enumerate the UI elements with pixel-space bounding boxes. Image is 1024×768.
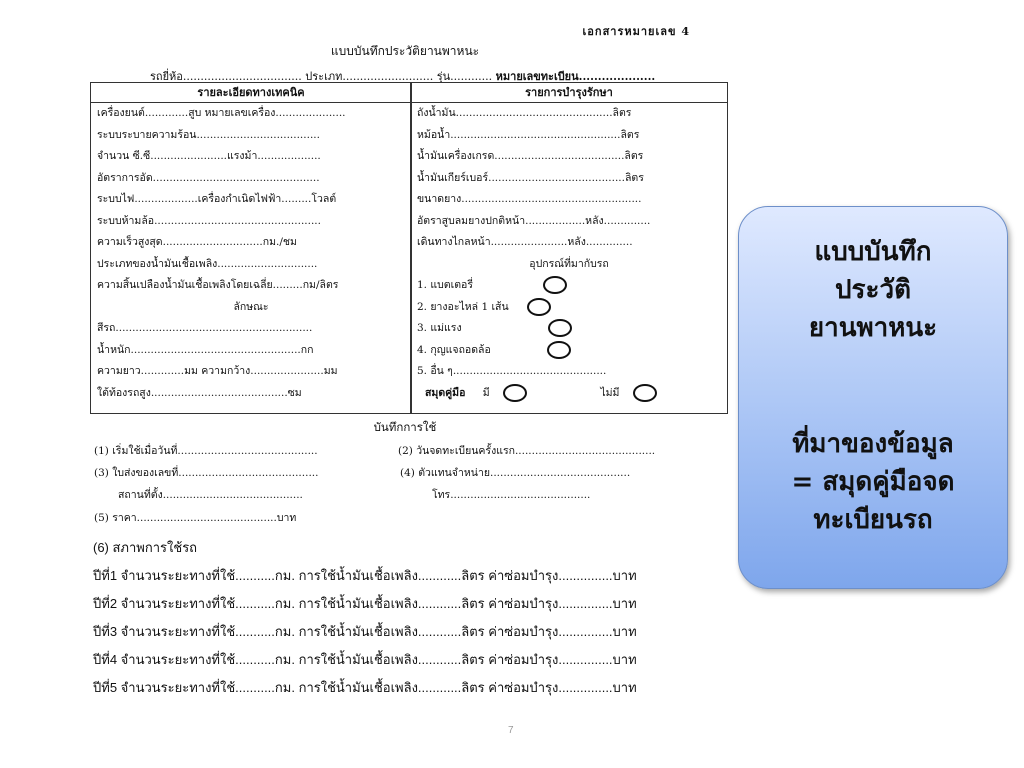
maintenance-row: ถังน้ำมัน...............................................ลิตร xyxy=(417,107,632,119)
tech-row: ความยาว.............มม ความกว้าง......................มม xyxy=(97,365,338,377)
equipment-item xyxy=(411,318,727,340)
record-item: (5) ราคา..........................................บาท xyxy=(94,512,297,524)
tech-row: ใต้ท้องรถสูง.........................................ซม xyxy=(97,386,302,399)
vehicle-type: ประเภท.......................... xyxy=(305,70,434,83)
record-item: (3) ใบส่งของเลขที่.......................................... xyxy=(94,467,319,479)
equipment-item xyxy=(411,340,727,362)
tech-row: ความเร็วสูงสุด..............................กม./ชม xyxy=(97,236,297,248)
callout-box xyxy=(738,206,1008,589)
record-item: โทร.......................................... xyxy=(432,489,591,501)
vehicle-model: รุ่น............ xyxy=(436,70,493,83)
callout-title-block xyxy=(739,233,1007,347)
manual-label: สมุดคู่มือ xyxy=(425,386,466,399)
callout-line: ทะเบียนรถ xyxy=(813,505,933,535)
tech-row: ประเภทของน้ำมันเชื้อเพลิง.............................. xyxy=(97,257,318,270)
tech-row: อัตราการอัด.................................................. xyxy=(97,171,320,184)
maintenance-row: เดินทางไกลหน้า.......................หลัง.............. xyxy=(417,236,633,248)
tech-row: เครื่องยนต์.............สูบ หมายเลขเครื่อง..................... xyxy=(97,107,346,119)
callout-line: ยานพาหนะ xyxy=(808,313,938,343)
technical-details-table xyxy=(90,82,412,414)
manual-row xyxy=(411,383,727,405)
equipment-label: 2. ยางอะไหล่ 1 เส้น xyxy=(417,300,509,313)
page-number: 7 xyxy=(508,725,514,736)
callout-line: ที่มาของข้อมูล xyxy=(792,429,954,459)
maintenance-header: รายการบำรุงรักษา xyxy=(411,83,727,103)
tech-row: จำนวน ซี.ซี.......................แรงม้า................... xyxy=(97,150,321,162)
callout-source-block xyxy=(739,425,1007,539)
record-item: (1) เริ่มใช้เมื่อวันที่.......................................... xyxy=(94,445,318,457)
maintenance-row: อัตราสูบลมยางปกติหน้า..................หลัง.............. xyxy=(417,214,651,227)
callout-line: ประวัติ xyxy=(835,275,911,305)
form-title: แบบบันทึกประวัติยานพาหนะ xyxy=(330,44,480,58)
record-item: (2) วันจดทะเบียนครั้งแรก.......................................... xyxy=(398,445,656,457)
maintenance-row: น้ำมันเครื่องเกรด.......................................ลิตร xyxy=(417,150,644,162)
condition-year-line: ปีที่1 จำนวนระยะทางที่ใช้...........กม. การใช้น้ำมันเชื้อเพลิง............ลิตร ค่าซ่อมบำรุง...............บาท xyxy=(93,568,637,583)
tech-row: ความสิ้นเปลืองน้ำมันเชื้อเพลิงโดยเฉลี่ย.........กม/ลิตร xyxy=(97,279,339,291)
checkbox-circle-icon xyxy=(527,298,551,316)
equipment-item xyxy=(411,297,727,319)
tech-row: ระบบระบายความร้อน..................................... xyxy=(97,128,320,141)
record-item: (4) ตัวแทนจำหน่าย.......................................... xyxy=(400,467,631,479)
checkbox-circle-icon xyxy=(543,276,567,294)
tech-row: น้ำหนัก...................................................กก xyxy=(97,343,314,356)
maintenance-row: หม้อน้ำ...................................................ลิตร xyxy=(417,128,640,141)
equipment-item xyxy=(411,275,727,297)
condition-year-line: ปีที่5 จำนวนระยะทางที่ใช้...........กม. การใช้น้ำมันเชื้อเพลิง............ลิตร ค่าซ่อมบำรุง...............บาท xyxy=(93,680,637,695)
scanned-form xyxy=(80,12,730,537)
tech-row: สีรถ........................................................... xyxy=(97,322,313,334)
usage-record-title: บันทึกการใช้ xyxy=(373,420,437,434)
checkbox-circle-icon xyxy=(547,341,571,359)
checkbox-circle-icon xyxy=(633,384,657,402)
equipment-label: 4. กุญแจถอดล้อ xyxy=(417,343,491,356)
manual-yes-label: มี xyxy=(482,386,490,399)
tech-row: ลักษณะ xyxy=(233,300,269,313)
manual-no-label: ไม่มี xyxy=(600,386,620,399)
condition-year-line: ปีที่2 จำนวนระยะทางที่ใช้...........กม. การใช้น้ำมันเชื้อเพลิง............ลิตร ค่าซ่อมบำรุง...............บาท xyxy=(93,596,637,611)
condition-title: (6) สภาพการใช้รถ xyxy=(93,540,198,555)
maintenance-row: ขนาดยาง...................................................... xyxy=(417,193,642,205)
equipment-label: 3. แม่แรง xyxy=(417,322,462,334)
vehicle-brand: รถยี่ห้อ.................................. xyxy=(150,70,302,83)
maintenance-row: น้ำมันเกียร์เบอร์.........................................ลิตร xyxy=(417,171,644,184)
checkbox-circle-icon xyxy=(548,319,572,337)
technical-details-header: รายละเอียดทางเทคนิค xyxy=(91,83,411,103)
checkbox-circle-icon xyxy=(503,384,527,402)
equipment-item: 5. อื่น ๆ.............................................. xyxy=(417,365,607,377)
condition-year-line: ปีที่4 จำนวนระยะทางที่ใช้...........กม. การใช้น้ำมันเชื้อเพลิง............ลิตร ค่าซ่อมบำรุง...............บาท xyxy=(93,652,637,667)
equipment-header: อุปกรณ์ที่มากับรถ xyxy=(529,257,609,270)
equipment-label: 1. แบตเตอรี่ xyxy=(417,279,473,291)
maintenance-table xyxy=(410,82,728,414)
tech-row: ระบบห้ามล้อ.................................................. xyxy=(97,214,321,227)
callout-line: แบบบันทึก xyxy=(814,237,932,267)
usage-condition-section xyxy=(93,534,713,702)
callout-line: = สมุดคู่มือจด xyxy=(791,467,955,497)
record-item: สถานที่ตั้ง.......................................... xyxy=(118,489,303,501)
condition-year-line: ปีที่3 จำนวนระยะทางที่ใช้...........กม. การใช้น้ำมันเชื้อเพลิง............ลิตร ค่าซ่อมบำรุง...............บาท xyxy=(93,624,637,639)
tech-row: ระบบไฟ...................เครื่องกำเนิดไฟฟ้า.........โวลต์ xyxy=(97,193,337,205)
document-number: เอกสารหมายเลข 4 xyxy=(582,25,690,38)
vehicle-plate: หมายเลขทะเบียน.................... xyxy=(495,70,656,83)
